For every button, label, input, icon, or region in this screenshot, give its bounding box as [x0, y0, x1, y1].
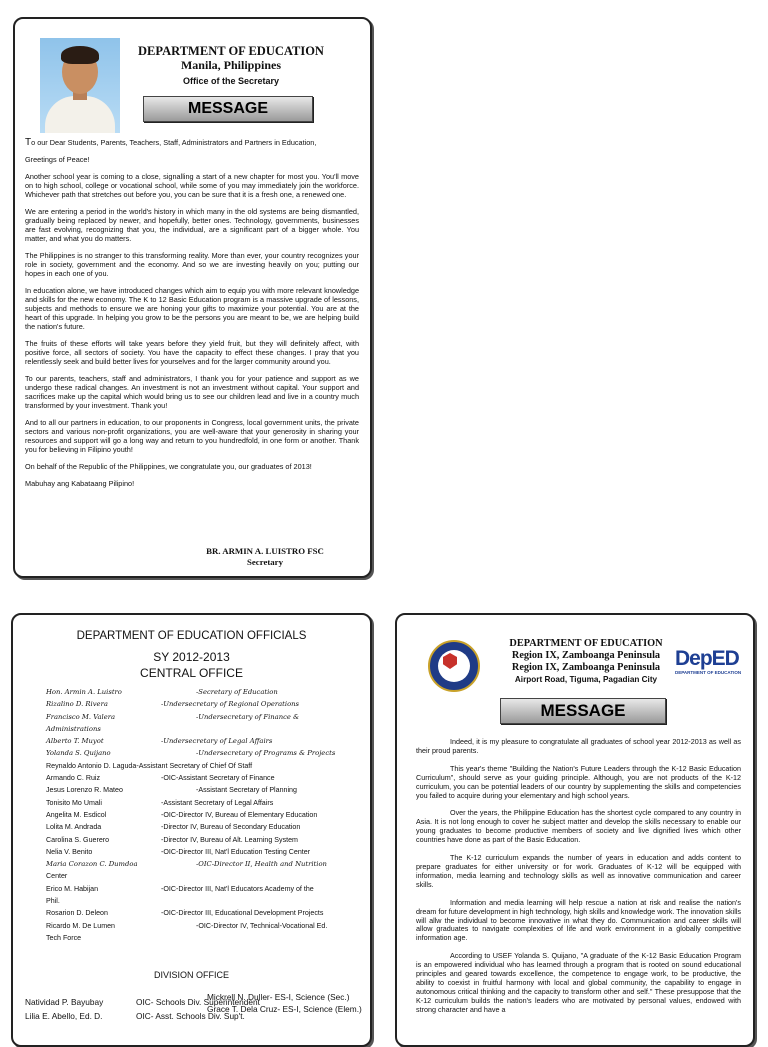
message-body: [25, 138, 359, 496]
official-title: -Undersecretary of Finance &: [196, 712, 300, 721]
secretary-message-panel: [13, 17, 372, 578]
official-row: [46, 932, 351, 944]
signature-block: [165, 546, 365, 568]
deped-logo: [675, 648, 745, 678]
official-row: [46, 870, 351, 882]
official-row: [46, 723, 351, 735]
deped-logo-tag: DEPARTMENT OF EDUCATION: [675, 670, 742, 675]
official-name: Phil.: [46, 897, 60, 906]
official-row: [46, 834, 351, 846]
photo-shirt: [45, 96, 115, 133]
paragraph: To our parents, teachers, staff and administrators, I thank you for your patience and support as we undergo these radical changes. An investment is not an investment without capital. Your support and sacrifices make up the capital which would bring us to see our children lead and live in a country much transformed by your investment. Thank you!: [25, 374, 359, 410]
paragraph: Information and media learning will help rescue a nation at risk and realise the nation's dream for future development in high technology, high skills and knowledge work. The innovation skills will allw the individual to become innovative in what they do. Communication and career skills will allow graduates to navigate complexities of life and work environment in a globally competitive information age.: [416, 897, 741, 943]
paragraph: According to USEF Yolanda S. Quijano, "A graduate of the K-12 Basic Education Program is an empowered individual who has learned through a program that is rooted on sound educational principles and geared towards excellence, the competence to engage work, to be productive, the ability to coexist in fruitful harmony with local and global community, the capability to engage in autonomous critical thinking and the capacity to transform other and self." These presuppose that the K-12 curriculum builds the nation's leaders who are motivated by personal values, endowed with strong character and have a: [416, 951, 741, 1014]
officials-title: DEPARTMENT OF EDUCATION OFFICIALS: [76, 630, 307, 642]
school-year: SY 2012-2013: [153, 650, 230, 664]
official-title: -OIC-Assistant Secretary of Finance: [161, 774, 275, 783]
dept-city: Manila, Philippines: [180, 58, 282, 72]
regional-dept: DEPARTMENT OF EDUCATION: [509, 638, 663, 649]
official-title: -Undersecretary of Programs & Projects: [196, 749, 336, 758]
dept-name: DEPARTMENT OF EDUCATION: [138, 44, 324, 58]
paragraph: The Philippines is no stranger to this transforming reality. More than ever, your country recognizes your role in society, government and the economy. And so we are investing heavily on you; putting our hopes in each one of you.: [25, 251, 359, 278]
salutation: [25, 138, 359, 147]
paragraph: On behalf of the Republic of the Philippines, we congratulate you, our graduates of 2013!: [25, 462, 312, 471]
deped-seal-icon: [428, 640, 480, 692]
paragraph: In education alone, we have introduced changes which aim to equip you with more relevant knowledge and skills for the new economy. The K to 12 Basic Education program is a massive upgrade of lessons, subjects and methods to ensure we are honing your gifts to maximize your potential. You are at the heart of this upgrade. In helping you grow to be the persons you are meant to be, we are helping build the nation's future.: [25, 286, 359, 331]
official-title: -OIC-Director III, Nat'l Education Testing Center: [161, 847, 311, 856]
official-name: Center: [46, 872, 68, 881]
official-name: Tonisito Mo Umali: [46, 798, 102, 807]
official-name: Maria Corazon C. Dumdoa: [46, 860, 138, 869]
division-office-title: DIVISION OFFICE: [153, 970, 229, 980]
paragraph: Mabuhay ang Kabataang Pilipino!: [25, 479, 135, 488]
official-row: [46, 760, 351, 772]
official-row: [46, 920, 351, 932]
official-title: -Undersecretary of Legal Affairs: [161, 737, 273, 746]
official-row: [46, 698, 351, 710]
official-row: [46, 821, 351, 833]
official-title: -Secretary of Education: [196, 688, 278, 696]
official-row: [46, 797, 351, 809]
official-name: Erico M. Habijan: [46, 884, 99, 893]
official-name: Alberto T. Muyot: [46, 737, 104, 746]
regional-message-body: [416, 738, 741, 1024]
official-row: [46, 784, 351, 796]
region-line: Region IX, Zamboanga Peninsula: [511, 650, 661, 661]
official-title: -Director IV, Bureau of Secondary Education: [161, 823, 301, 832]
officials-panel: [11, 613, 372, 1047]
salutation-text: o our Dear Students, Parents, Teachers, Staff, Administrators and Partners in Education,: [31, 138, 317, 147]
message-heading: MESSAGE: [143, 96, 313, 122]
division-name: Lilia E. Abello, Ed. D.: [25, 1011, 103, 1021]
official-name: Tech Force: [46, 933, 82, 942]
official-name: Ricardo M. De Lumen: [46, 921, 115, 930]
division-title: OIC- Schools Div. Superintendent: [136, 997, 260, 1007]
supervisor: Mickrell N. Duller- ES-I, Science (Sec.): [207, 992, 350, 1002]
paragraph: The fruits of these efforts will take years before they yield fruit, but they will definitely affect, with positive force, all sectors of society. You have the capacity to effect these changes. I pray that you relentlessly seek and build better lives for yourselves and for the larger community around you.: [25, 339, 359, 366]
official-name: Lolita M. Andrada: [46, 823, 102, 832]
official-name: Francisco M. Valera: [46, 712, 116, 721]
official-title: -Undersecretary of Regional Operations: [161, 700, 300, 709]
official-name: Angelita M. Esdicol: [46, 810, 107, 819]
paragraph: This year's theme "Building the Nation's Future Leaders through the K-12 Basic Education Curriculum", should serve as your guiding principle. Although, you are not products of the K-12 curriculum, you can be potential leaders of our country by supplementing the skills and competencies you failed to acquire during your elementary and high school years.: [416, 763, 741, 800]
official-name: Rizalino D. Rivera: [46, 700, 108, 709]
division-name: Natividad P. Bayubay: [25, 997, 104, 1007]
paragraph: Over the years, the Philippine Education has the shortest cycle compared to any country in Asia. It is not long enough to cover he subject matter and develop the skills necessary to enable our young graduates to become productive members of society and live dignified lives which other countries have done as part of the Basic Education.: [416, 808, 741, 845]
official-name: Rosarion D. Deleon: [46, 909, 108, 918]
message-heading: MESSAGE: [500, 698, 666, 724]
supervisor: Grace T. Dela Cruz- ES-I, Science (Elem.): [207, 1004, 362, 1014]
paragraph: We are entering a period in the world's history in which many in the old systems are being dismantled, gradually being replaced by newer, and hopefully, better ones. Technology, governments, businesses are fast evolving, recognizing that you, the individual, are a significant part of a bigger whole. You matter, and what you do matters.: [25, 207, 359, 243]
official-title: -Director IV, Bureau of Alt. Learning System: [161, 835, 298, 844]
official-row: [46, 772, 351, 784]
official-title: -OIC-Director II, Health and Nutrition: [196, 860, 327, 869]
paragraph: The K-12 curriculum expands the number of years in education and adds content to prepare graduates for either university or for work. Graduates of K-12 will be equipped with information, media learning and technology skills as well as innovative communication and career skills.: [416, 853, 741, 889]
official-name: Hon. Armin A. Luistro: [46, 688, 122, 696]
division-supervisors: [207, 991, 362, 1015]
regional-message-panel: [395, 613, 755, 1047]
official-title: -Assistant Secretary of Legal Affairs: [161, 798, 274, 807]
official-row: [46, 809, 351, 821]
salutation-cap: T: [25, 137, 32, 148]
paragraph: Another school year is coming to a close, signalling a start of a new chapter for most you. You'll move on to high school, college or vocational school, while some of you may immediately join the workforce. Whichever path that stretches out before you, you can be sure that it is a fresh one, a renewed one.: [25, 172, 359, 199]
official-row: [46, 711, 351, 723]
greeting: Greetings of Peace!: [25, 155, 90, 164]
official-name: Administrations: [46, 724, 101, 733]
region-line: Region IX, Zamboanga Peninsula: [511, 662, 661, 673]
regional-header: [493, 638, 679, 686]
secretary-photo: [40, 38, 120, 133]
official-title: -OIC-Director IV, Technical-Vocational Ed.: [196, 921, 328, 930]
photo-hair: [61, 46, 99, 64]
official-row: [46, 895, 351, 907]
signatory-title: Secretary: [247, 557, 283, 567]
official-row: [46, 686, 351, 698]
division-title: OIC- Asst. Schools Div. Sup't.: [136, 1011, 245, 1021]
official-row: [46, 883, 351, 895]
official-row: [46, 907, 351, 919]
official-title: -Assistant Secretary of Chief Of Staff: [136, 761, 253, 770]
official-row: [46, 846, 351, 858]
office-name: Office of the Secretary: [182, 76, 280, 86]
paragraph: Indeed, it is my pleasure to congratulate all graduates of school year 2012-2013 as well as their proud parents.: [416, 737, 741, 755]
official-title: -OIC-Director IV, Bureau of Elementary Education: [161, 810, 318, 819]
header-block: [127, 44, 335, 88]
official-row: [46, 858, 351, 870]
official-title: -OIC-Director III, Nat'l Educators Academy of the: [161, 884, 314, 893]
regional-address: Airport Road, Tiguma, Pagadian City: [514, 675, 658, 684]
official-row: [46, 735, 351, 747]
signatory-name: BR. ARMIN A. LUISTRO FSC: [206, 546, 324, 556]
official-title: -Assistant Secretary of Planning: [196, 786, 297, 795]
official-name: Nelia V. Benito: [46, 847, 93, 856]
official-name: Armando C. Ruiz: [46, 774, 101, 783]
division-names: [25, 995, 103, 1023]
official-row: [46, 747, 351, 759]
central-office-title: CENTRAL OFFICE: [140, 666, 243, 680]
official-title: -OIC-Director III, Educational Development Projects: [161, 909, 324, 918]
officials-list: [46, 686, 351, 944]
official-name: Yolanda S. Quijano: [46, 749, 111, 758]
official-name: Reynaldo Antonio D. Laguda: [46, 761, 137, 770]
official-name: Jesus Lorenzo R. Mateo: [46, 786, 123, 795]
official-name: Carolina S. Guerero: [46, 835, 110, 844]
deped-logo-text: DepED: [675, 647, 739, 670]
paragraph: And to all our partners in education, to our proponents in Congress, local government units, the private sectors and various non-profit organizations, you are well-aware that your generosity in sharing your resources and support will go a long way and return to you hundredfold, in one form or another. Thank you for believing in Filipino youth!: [25, 418, 359, 454]
